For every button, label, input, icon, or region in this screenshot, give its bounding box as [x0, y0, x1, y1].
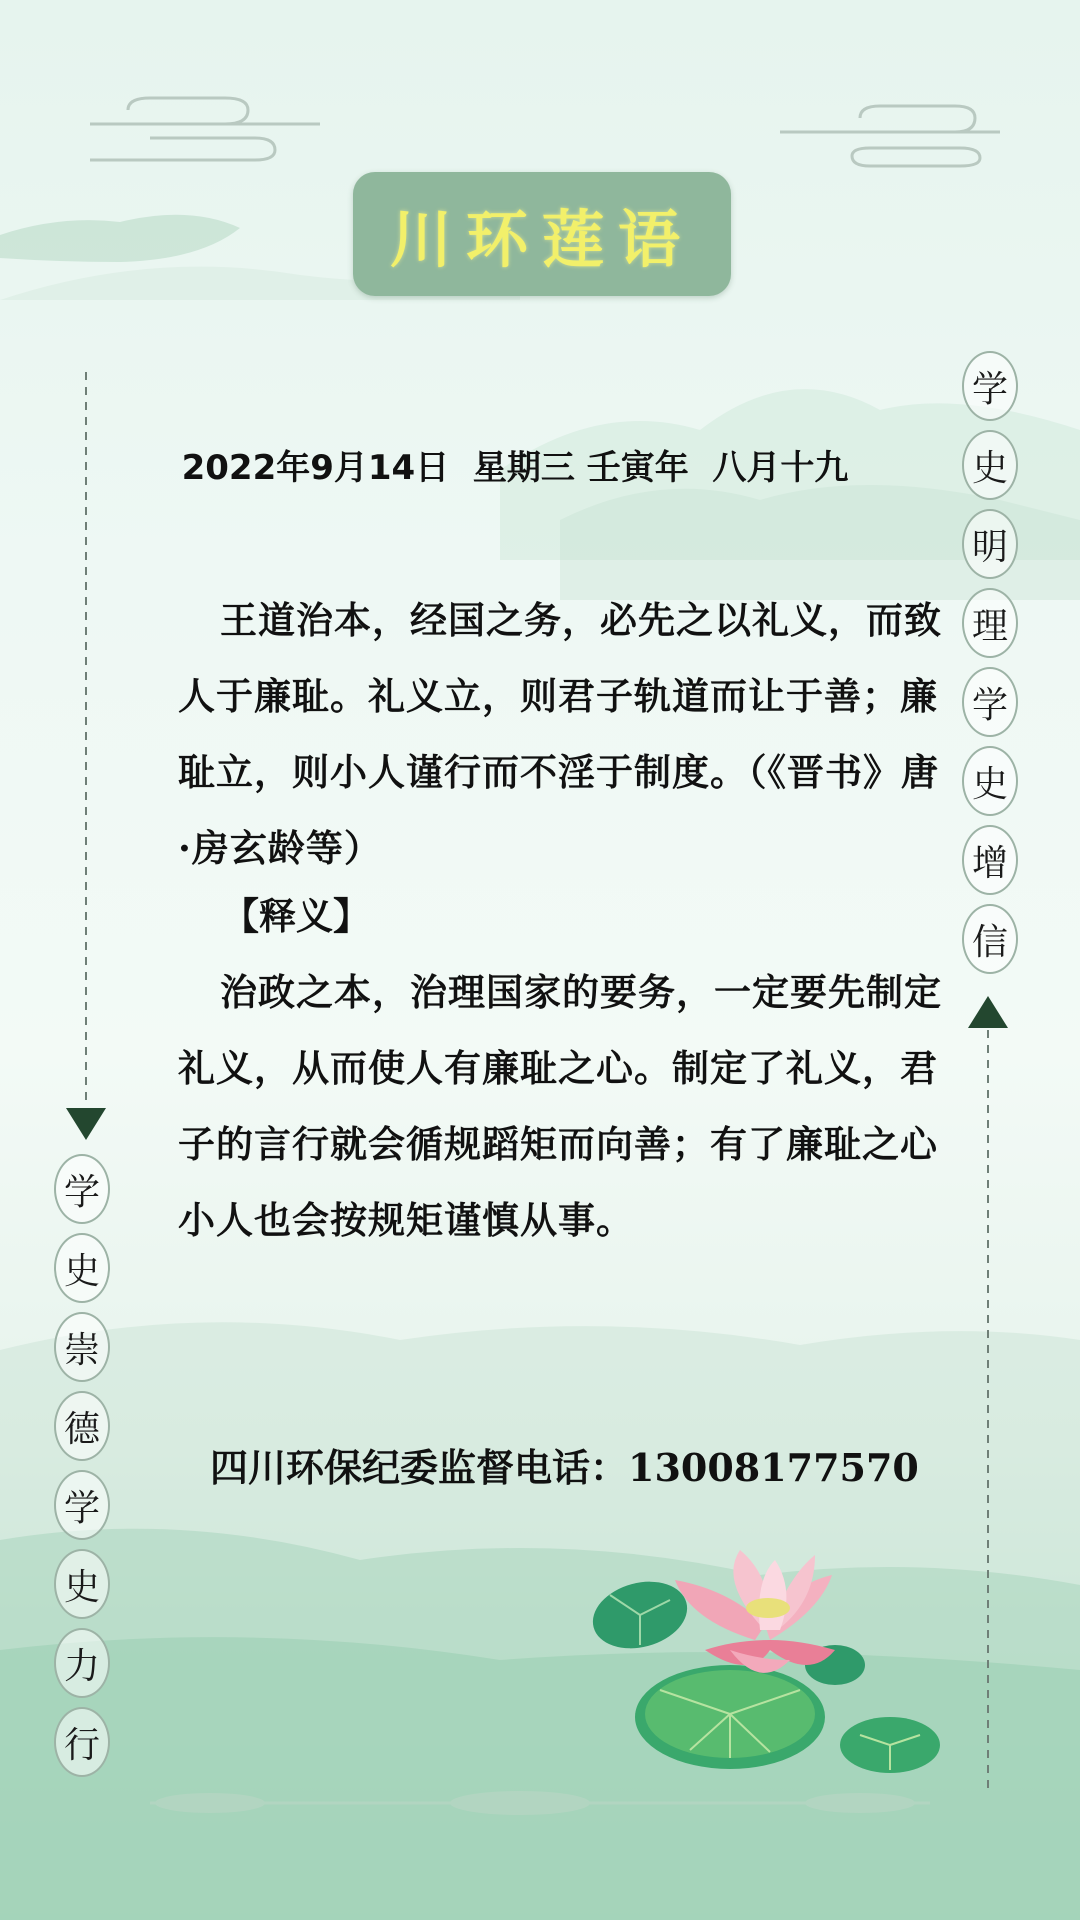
supervision-phone: 四川环保纪委监督电话：13008177570	[210, 1445, 919, 1490]
page-title: 川环莲语	[389, 202, 694, 276]
up-arrow-icon	[968, 996, 1008, 1028]
slogan-char: 崇	[54, 1312, 110, 1382]
down-arrow-icon	[66, 1108, 106, 1140]
cloud-ornament-right	[780, 106, 1000, 166]
slogan-char: 学	[962, 351, 1018, 421]
slogan-char: 理	[962, 588, 1018, 658]
right-slogan-column	[962, 351, 1018, 974]
quote-paragraph: 王道治本，经国之务，必先之以礼义，而致人于廉耻。礼义立，则君子轨道而让于善；廉耻立，则小人谨行而不淫于制度。（《晋书》唐·房玄龄等）	[178, 598, 942, 870]
title-plate	[353, 172, 731, 296]
slogan-char: 德	[54, 1391, 110, 1461]
slogan-char: 行	[54, 1707, 110, 1777]
slogan-char: 学	[54, 1154, 110, 1224]
slogan-char: 学	[54, 1470, 110, 1540]
slogan-char: 增	[962, 825, 1018, 895]
slogan-char: 信	[962, 904, 1018, 974]
date-line	[0, 440, 1080, 489]
slogan-char: 明	[962, 509, 1018, 579]
date-text: 2022年9月14日 星期三 壬寅年 八月十九	[181, 448, 849, 488]
slogan-char: 史	[962, 430, 1018, 500]
explanation-paragraph: 治政之本，治理国家的要务，一定要先制定礼义，从而使人有廉耻之心。制定了礼义，君子的言行就会循规蹈矩而向善；有了廉耻之心小人也会按规矩谨慎从事。	[178, 970, 942, 1242]
left-slogan-column	[54, 1154, 110, 1777]
slogan-char: 史	[54, 1233, 110, 1303]
slogan-char: 学	[962, 667, 1018, 737]
slogan-char: 史	[54, 1549, 110, 1619]
slogan-char: 史	[962, 746, 1018, 816]
cloud-ornament-left	[90, 98, 320, 160]
explanation-label: 【释义】	[222, 894, 370, 938]
slogan-char: 力	[54, 1628, 110, 1698]
